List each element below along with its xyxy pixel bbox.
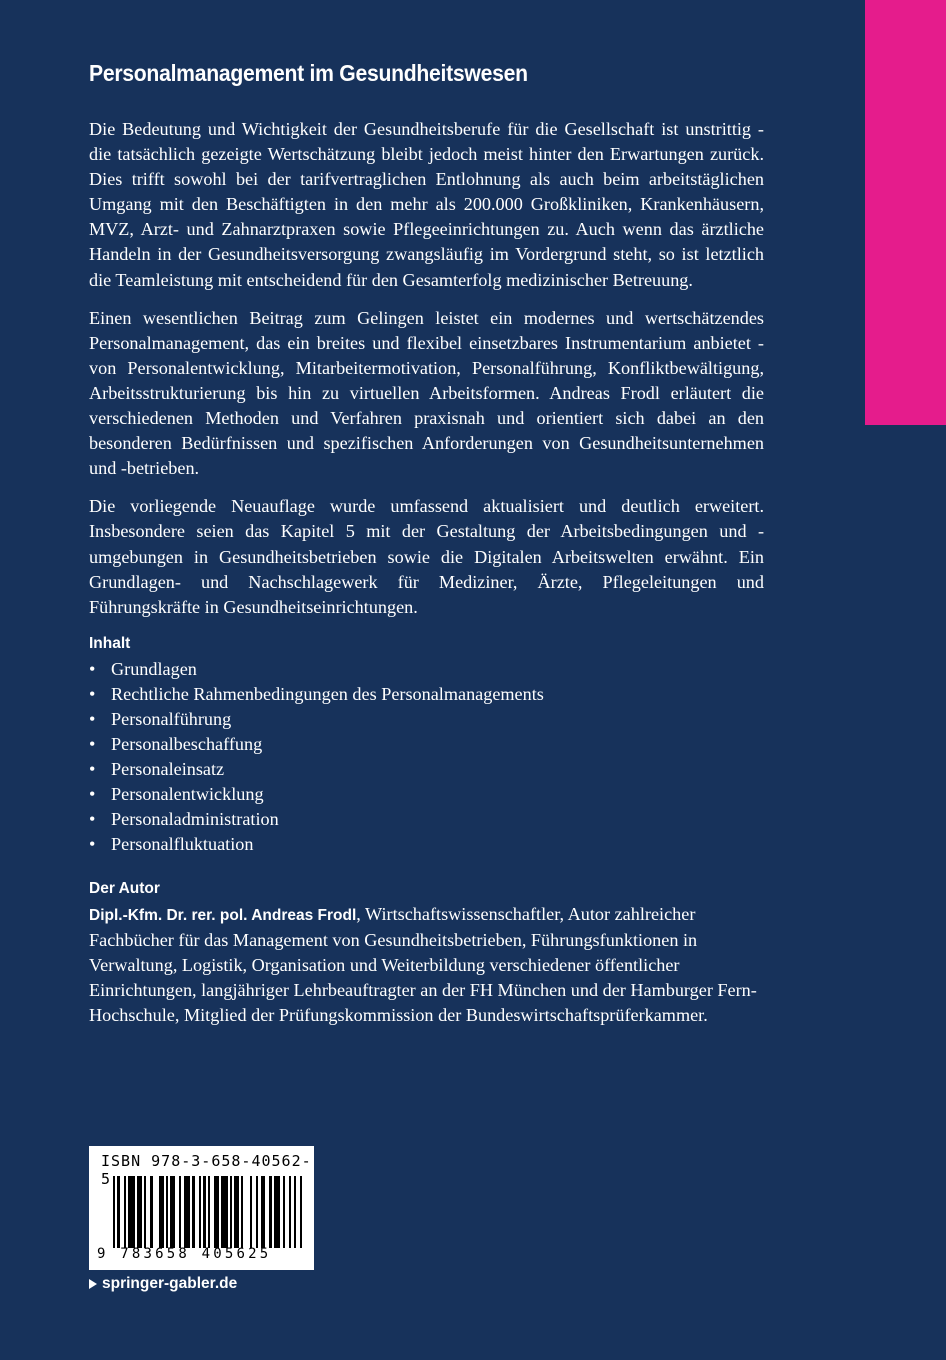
bullet-icon: • xyxy=(89,759,96,780)
barcode-stripe xyxy=(243,1176,250,1248)
contents-list xyxy=(89,657,764,858)
contents-item: • Personalführung xyxy=(89,707,764,732)
bullet-icon: • xyxy=(89,734,96,755)
bullet-icon: • xyxy=(89,809,96,830)
play-arrow-icon xyxy=(89,1279,97,1289)
barcode-stripe xyxy=(184,1176,191,1248)
bullet-icon: • xyxy=(89,784,96,805)
contents-item: • Personalentwicklung xyxy=(89,782,764,807)
contents-item: • Rechtliche Rahmenbedingungen des Personalmanagements xyxy=(89,682,764,707)
blurb-content xyxy=(89,117,764,1041)
barcode-stripe xyxy=(153,1176,160,1248)
isbn-barcode xyxy=(89,1146,314,1270)
book-title: Personalmanagement im Gesundheitswesen xyxy=(89,60,528,86)
bullet-icon: • xyxy=(89,834,96,855)
barcode-digits: 9 783658 405625 xyxy=(97,1246,272,1262)
author-description: , Wirtschaftswissenschaftler, Autor zahlreicher Fachbücher für das Management von Gesundheitsbetrieben, Führungsfunktionen in Verwaltung, Logistik, Organisation und Weiterbildung verschiedener öffentlicher Einrichtungen, langjähriger Lehrbeauftragter an der FH München und der Hamburger Fern-Hochschule, Mitglied der Prüfungskommission der Bundeswirtschaftsprüferkammer. xyxy=(89,903,757,1025)
paragraph-contribution: Einen wesentlichen Beitrag zum Gelingen leistet ein modernes und wertschätzendes Personalmanagement, das ein breites und flexibel einsetzbares Instrumentarium anbietet - von Personalentwicklung, Mitarbeitermotivation, Personalführung, Konfliktbewältigung, Arbeitsstrukturierung bis hin zu virtuellen Arbeitsformen. Andreas Frodl erläutert die verschiedenen Methoden und Verfahren praxisnah und orientiert sich dabei an den besonderen Bedürfnissen und spezifischen Anforderungen von Gesundheitsunternehmen und -betrieben. xyxy=(89,307,764,479)
pink-accent-bar xyxy=(865,0,946,425)
barcode-stripe xyxy=(128,1176,135,1248)
isbn-label: ISBN 978-3-658-40562-5 xyxy=(101,1152,312,1188)
contents-item: • Personaladministration xyxy=(89,807,764,832)
contents-item: • Personalfluktuation xyxy=(89,832,764,857)
publisher-website[interactable] xyxy=(89,1275,237,1293)
author-name: Dipl.-Kfm. Dr. rer. pol. Andreas Frodl xyxy=(89,906,357,924)
contents-item: • Personaleinsatz xyxy=(89,757,764,782)
website-link[interactable]: springer-gabler.de xyxy=(102,1275,238,1292)
paragraph-intro: Die Bedeutung und Wichtigkeit der Gesundheitsberufe für die Gesellschaft ist unstrittig - die tatsächlich gezeigte Wertschätzung bleibt jedoch meist hinter den Erwartungen zurück. Dies trifft sowohl bei der tarifvertraglichen Entlohnung als auch beim arbeitstäglichen Umgang mit den Beschäftigten in den mehr als 200.000 Großkliniken, Krankenhäusern, MVZ, Arzt- und Zahnarztpraxen sowie Pflegeeinrichtungen zu. Auch wenn das ärztliche Handeln in der Gesundheitsversorgung zwangsläufig im Vordergrund steht, so ist letztlich die Teamleistung mit entscheidend für den Gesamterfolg medizinischer Betreuung. xyxy=(89,119,764,290)
barcode-stripe xyxy=(302,1176,304,1248)
barcode-stripe xyxy=(221,1176,228,1248)
contents-heading: Inhalt xyxy=(89,634,131,652)
bullet-icon: • xyxy=(89,708,96,729)
bullet-icon: • xyxy=(89,658,96,679)
author-bio xyxy=(89,902,764,1028)
contents-item: • Personalbeschaffung xyxy=(89,732,764,757)
contents-item: • Grundlagen xyxy=(89,657,764,682)
author-heading: Der Autor xyxy=(89,879,160,897)
paragraph-new-edition: Die vorliegende Neuauflage wurde umfassend aktualisiert und deutlich erweitert. Insbesondere seien das Kapitel 5 mit der Gestaltung der Arbeitsbedingungen und -umgebungen in Gesundheitsbetrieben sowie die Digitalen Arbeitswelten erwähnt. Ein Grundlagen- und Nachschlagewerk für Mediziner, Ärzte, Pflegeleitungen und Führungskräfte in Gesundheitseinrichtungen. xyxy=(89,496,764,617)
barcode-stripe xyxy=(274,1176,281,1248)
barcode-bars xyxy=(113,1176,305,1248)
bullet-icon: • xyxy=(89,683,96,704)
